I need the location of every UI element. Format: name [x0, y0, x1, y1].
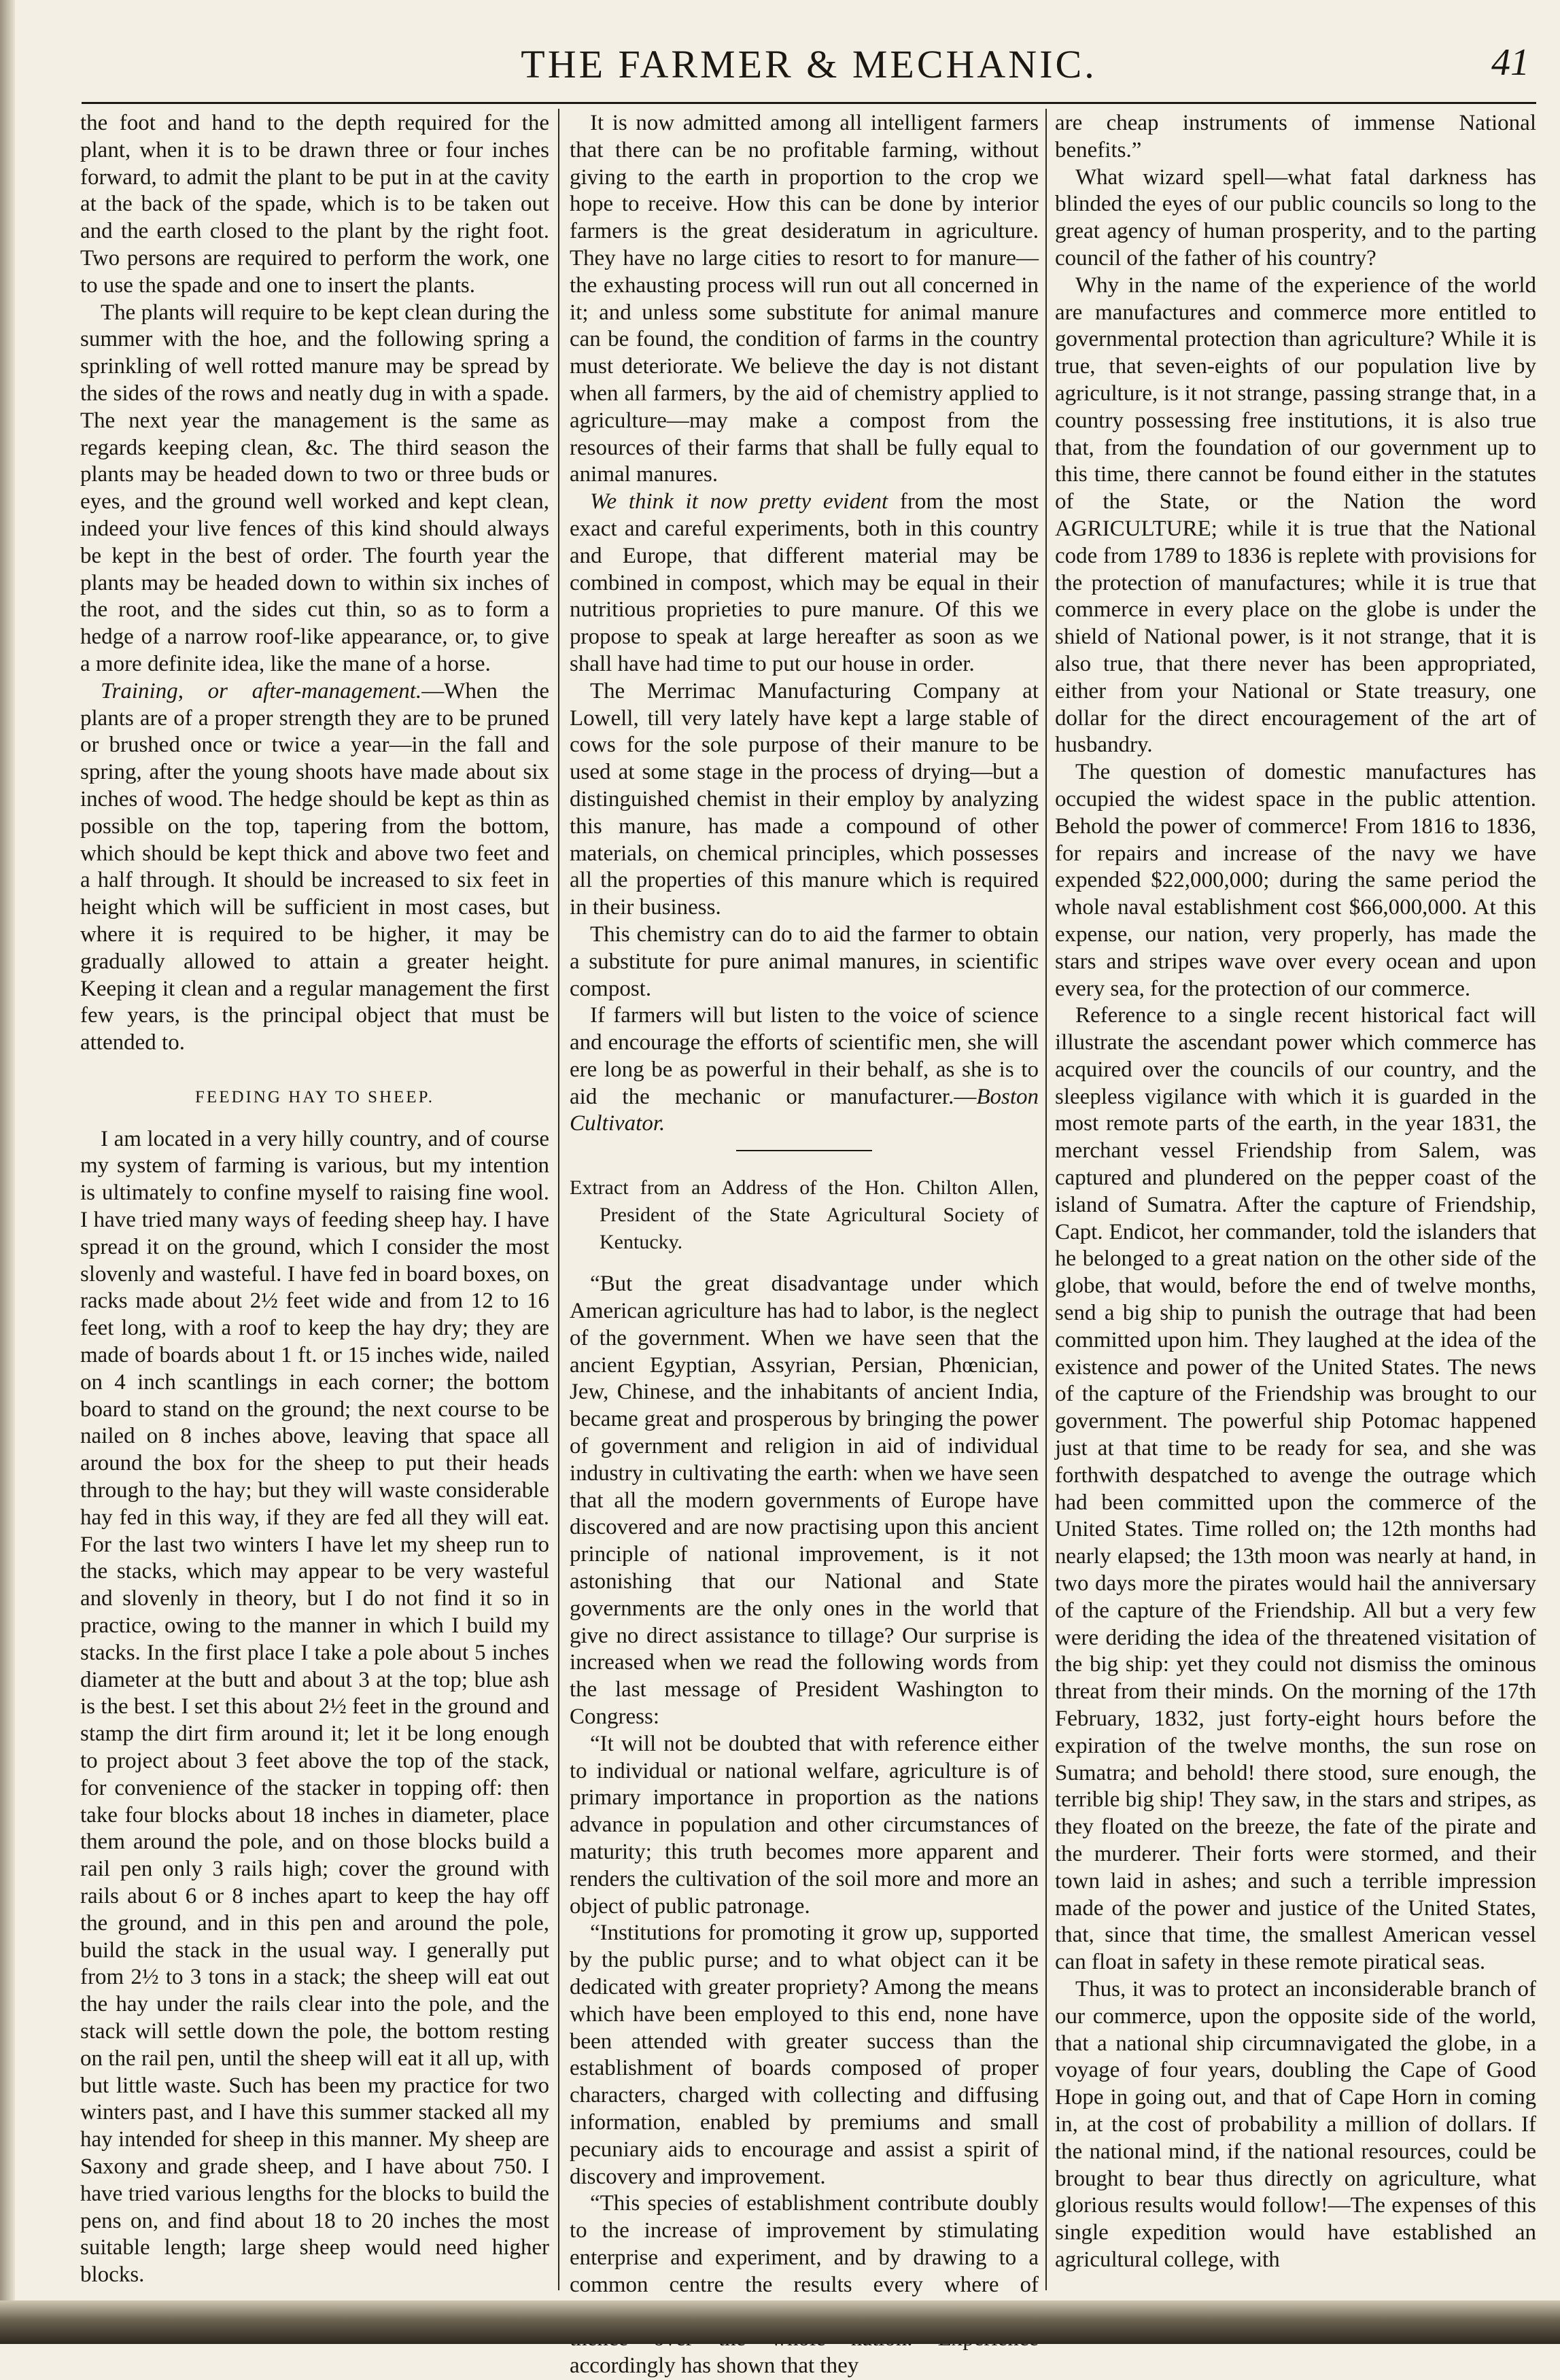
source-signature: Boston Cultivator. [570, 1084, 1039, 1136]
paragraph: the foot and hand to the depth required for the plant, when it is to be drawn three or four inches forward, to admit the plant to be put in at the cavity at the back of the spade, which is to be taken out and the earth closed to the plant by the right foot. Two persons are required to perform the work, one to use the spade and one to insert the plants. [80, 111, 549, 298]
paragraph [570, 1002, 1039, 1138]
page-edge-shadow [0, 0, 15, 2344]
paragraph: Why in the name of the experience of the world are manufactures and commerce more entitled to governmental protection than agriculture? While it is true, that seven-eights of our population live by agriculture, is it not strange, passing strange that, in a country possessing free institutions, it is also true that, from the foundation of our government up to this time, there cannot be found either in the statutes of the State, or the Nation the word AGRICULTURE; while it is true that the National code from 1789 to 1836 is replete with provisions for the protection of manufactures; while it is true that commerce in every place on the globe is under the shield of National power, is it not strange, that it is also true, that there never has been appropriated, either from your National or State treasury, one dollar for the direct encouragement of the art of husbandry. [1055, 273, 1536, 758]
paragraph-lead: We think it now pretty evident [590, 489, 888, 514]
paragraph: are cheap instruments of immense National benefits.” [1055, 111, 1536, 162]
extract-heading: Extract from an Address of the Hon. Chilton Allen, President of the State Agricultural Society of Kentucky. [570, 1176, 1039, 1254]
column-divider [558, 109, 559, 2290]
paragraph-body: —When the plants are of a proper strength they are to be pruned or brushed once or twice a year—in the fall and spring, after the young shoots have made about six inches of wood. The hedge should be kept as thin as possible on the top, tapering from the bottom, which should be kept thick and above two feet and a half through. It should be increased to six feet in height which will be sufficient in most cases, but where it is required to be higher, it may be gradually allowed to attain a greater height. Keeping it clean and a regular management the first few years, is the principal object that must be attended to. [80, 678, 549, 1055]
paragraph: Reference to a single recent historical fact will illustrate the ascendant power which commerce has acquired over the councils of our country, and the sleepless vigilance with which it is guarded in the most remote parts of the earth, in the year 1831, the merchant vessel Friendship from Salem, was captured and plundered on the pepper coast of the island of Sumatra. After the capture of Friendship, Capt. Endicot, her commander, told the islanders that he belonged to a great nation on the other side of the globe, that would, before the end of twelve months, send a big ship to punish the outrage that had been committed upon him. They laughed at the idea of the existence and power of the United States. The news of the capture of the Friendship was brought to our government. The powerful ship Potomac happened just at that time to be ready for sea, and she was forthwith despatched to avenge the outrage which had been committed upon the commerce of the United States. Time rolled on; the 12th months had nearly elapsed; the 13th moon was nearly at hand, in two days more the pirates would hail the anniversary of the capture of the Friendship. All but a very few were deriding the idea of the threatened visitation of the big ship: yet they could not dismiss the ominous threat from their minds. On the morning of the 17th February, 1832, just forty-eight hours before the expiration of the twelve months, the sun rose on Sumatra; and behold! there stood, sure enough, the terrible big ship! They saw, in the stars and stripes, as they floated on the breeze, the fate of the pirate and the murderer. Their forts were stormed, and their town laid in ashes; and such a terrible impression made of the power and justice of the United States, that, since that time, the smallest American vessel can float in safety in these remote piratical seas. [1055, 1003, 1536, 1975]
paragraph: The Merrimac Manufacturing Company at Lowell, till very lately have kept a large stable of cows for the sole purpose of their manure to be used at some stage in the process of drying—but a distinguished chemist in their employ by analyzing this manure, has made a compound of other materials, on chemical principles, which possesses all the properties of this manure which is required in their business. [570, 678, 1039, 920]
section-heading: FEEDING HAY TO SHEEP. [195, 1087, 434, 1106]
paragraph [570, 489, 1039, 678]
article-divider [736, 1150, 872, 1151]
scan-bottom-edge [0, 2300, 1560, 2344]
paragraph: “It will not be doubted that with reference either to individual or national welfare, agriculture is of primary importance in proportion as the nations advance in population and other circumstances of maturity; this truth becomes more apparent and renders the cultivation of the soil more and more an object of public patronage. [570, 1731, 1039, 1919]
paragraph: “This species of establishment contribute doubly to the increase of improvement by stimulating enterprise and experiment, and by drawing to a common centre the results every where of accordingly has shown that they [570, 2191, 1039, 2379]
paragraph: What wizard spell—what fatal darkness has blinded the eyes of our public councils so long to the great agency of human prosperity, and to the parting council of the father of his country? [1055, 164, 1536, 270]
page-header [82, 26, 1536, 101]
column-middle [570, 110, 1039, 2379]
paragraph: The question of domestic manufactures has occupied the widest space in the public attention. Behold the power of commerce! From 1816 to 1836, for repairs and increase of the navy we have expended $22,000,000; during the same period the whole naval establishment cost $66,000,000. At this expense, our nation, very properly, has made the stars and stripes wave over every ocean and upon every sea, for the protection of our commerce. [1055, 760, 1536, 1001]
paragraph-body: If farmers will but listen to the voice of science and encourage the efforts of scientific men, she will ere long be as powerful in their behalf, as she is to aid the mechanic or manufacturer.— [570, 1003, 1039, 1109]
paragraph: The plants will require to be kept clean during the summer with the hoe, and the following spring a sprinkling of well rotted manure may be spread by the sides of the rows and neatly dug in with a spade. The next year the management is the same as regards keeping clean, &c. The third season the plants may be headed down to two or three buds or eyes, and the ground well worked and kept clean, indeed your live fences of this kind should always be kept in the best of order. The fourth year the plants may be headed down to within six inches of the root, and the sides cut thin, so as to form a hedge of a narrow roof-like appearance, or, to give a more definite idea, like the mane of a horse. [80, 300, 549, 676]
column-left [80, 110, 549, 2292]
column-divider [1045, 109, 1047, 2290]
paragraph-body: from the most exact and careful experiments, both in this country and Europe, that different material may be combined in compost, which may be equal in their nutritious proprieties to pure manure. Of this we propose to speak at large hereafter as soon as we shall have had time to put our house in order. [570, 489, 1039, 676]
header-rule [82, 102, 1536, 104]
paragraph-lead: Training, or after-management. [101, 678, 422, 703]
paragraph: It is now admitted among all intelligent farmers that there can be no profitable farming, without giving to the earth in proportion to the crop we hope to receive. How this can be done by interior farmers is the great desideratum in agriculture. They have no large cities to resort to for manure—the exhausting process will run out all concerned in it; and unless some substitute for animal manure can be found, the condition of farms in the country must deteriorate. We believe the day is not distant when all farmers, by the aid of chemistry applied to agriculture—may make a compost from the resources of their farms that shall be fully equal to animal manures. [570, 111, 1039, 487]
page-number: 41 [1491, 41, 1529, 84]
paragraph: This chemistry can do to aid the farmer to obtain a substitute for pure animal manures, in scientific compost. [570, 922, 1039, 1001]
paragraph: “But the great disadvantage under which American agriculture has had to labor, is the neglect of the government. When we have seen that the ancient Egyptian, Assyrian, Persian, Phœnician, Jew, Chinese, and the inhabitants of ancient India, became great and prosperous by bringing the power of government and religion in aid of individual industry in cultivating the earth: when we have seen that all the modern governments of Europe have discovered and are now practising upon this ancient principle of national improvement, is it not astonishing that our National and State governments are the only ones in the world that give no direct assistance to tillage? Our surprise is increased when we read the following words from the last message of President Washington to Congress: [570, 1272, 1039, 1730]
masthead-title: THE FARMER & MECHANIC. [521, 42, 1097, 86]
column-right [1055, 110, 1536, 2292]
paragraph: “Institutions for promoting it grow up, supported by the public purse; and to what object can it be dedicated with greater propriety? Among the means which have been employed to this end, none have been attended with greater success than the establishment of boards composed of proper characters, charged with collecting and diffusing information, enabled by premiums and small pecuniary aids to encourage and assist a spirit of discovery and improvement. [570, 1921, 1039, 2189]
paragraph: I am located in a very hilly country, and of course my system of farming is various, but my intention is ultimately to confine myself to raising fine wool. I have tried many ways of feeding sheep hay. I have spread it on the ground, which I consider the most slovenly and wasteful. I have fed in board boxes, on racks made about 2½ feet wide and from 12 to 16 feet long, with a roof to keep the hay dry; they are made of boards about 1 ft. or 15 inches wide, nailed on 4 inch scantlings in each corner; the bottom board to stand on the ground; the next course to be nailed on 8 inches above, leaving that space all around the box for the sheep to put their heads through to the hay; but they will waste considerable hay fed in this way, if they are fed all they will eat. For the last two winters I have let my sheep run to the stacks, which may appear to be very wasteful and slovenly in theory, but I do not find it so in practice, owing to the manner in which I build my stacks. In the first place I take a pole about 5 inches diameter at the butt and about 3 at the top; blue ash is the best. I set this about 2½ feet in the ground and stamp the dirt firm around it; let it be long enough to project about 3 feet above the top of the stack, for convenience of the stacker in topping off: then take four blocks about 18 inches in diameter, place them around the pole, and on those blocks build a rail pen only 3 rails high; cover the ground with rails about 6 or 8 inches apart to keep the hay off the ground, and in this pen and around the pole, build the stack in the usual way. I generally put from 2½ to 3 tons in a stack; the sheep will eat out the hay under the rails clear into the pole, and the stack will settle down the pole, the bottom resting on the rail pen, until the sheep will eat it all up, with but little waste. Such has been my practice for two winters past, and I have this summer stacked all my hay intended for sheep in this manner. My sheep are Saxony and grade sheep, and I have about 750. I have tried various lengths for the blocks to build the pens on, and find about 18 to 20 inches the most suitable length; large sheep would need higher blocks. [80, 1126, 549, 2288]
paragraph [80, 678, 549, 1057]
paragraph: Thus, it was to protect an inconsiderable branch of our commerce, upon the opposite side of the world, that a national ship circumnavigated the globe, in a voyage of four years, doubling the Cape of Good Hope in going out, and that of Cape Horn in coming in, at the cost of probability a million of dollars. If the national mind, if the national resources, could be brought to bear thus directly on agriculture, what glorious results would follow!—The expenses of this single expedition would have established an agricultural college, with [1055, 1976, 1536, 2272]
